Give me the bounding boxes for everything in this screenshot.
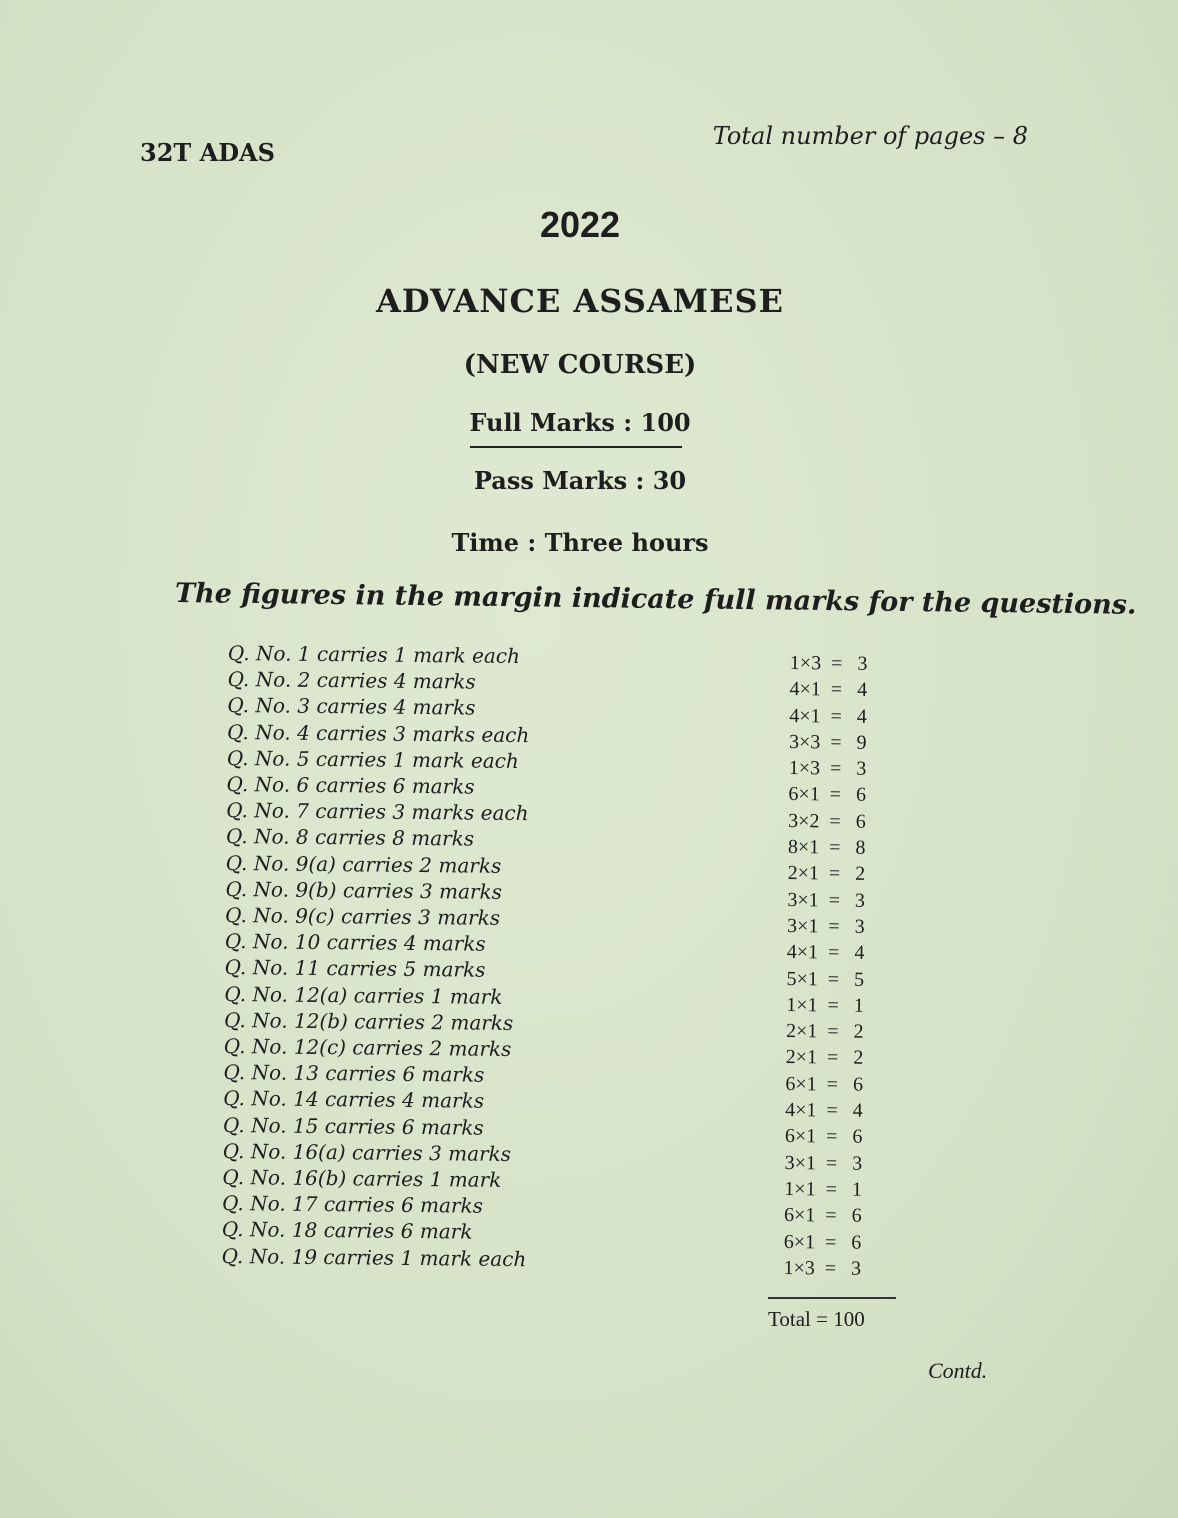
- question-row: Q. No. 17 carries 6 marks: [221, 1191, 484, 1218]
- question-row: Q. No. 1 carries 1 mark each: [227, 640, 521, 669]
- marks-row: 6×1 = 6: [784, 1125, 863, 1149]
- marks-row: 2×1 = 2: [787, 862, 866, 886]
- marks-row: 4×1 = 4: [785, 1099, 863, 1122]
- question-row: Q. No. 6 carries 6 marks: [226, 772, 475, 799]
- marks-row: 3×1 = 3: [787, 888, 866, 912]
- question-row: Q. No. 11 carries 5 marks: [224, 955, 486, 983]
- question-row: Q. No. 2 carries 4 marks: [227, 667, 476, 694]
- marks-row: 1×3 = 3: [789, 651, 868, 675]
- marks-row: 1×3 = 3: [783, 1256, 862, 1280]
- marks-row: 4×1 = 4: [786, 941, 865, 965]
- question-row: Q. No. 14 carries 4 marks: [223, 1086, 485, 1114]
- marks-row: 6×1 = 6: [783, 1230, 862, 1254]
- question-row: Q. No. 12(c) carries 2 marks: [223, 1034, 512, 1062]
- marks-row: 4×1 = 4: [789, 678, 868, 702]
- marks-row: 5×1 = 5: [786, 967, 865, 991]
- question-row: Q. No. 16(b) carries 1 mark: [222, 1165, 502, 1192]
- full-marks: Full Marks : 100: [469, 408, 691, 437]
- marks-row: 4×1 = 4: [789, 704, 867, 728]
- question-row: Q. No. 5 carries 1 mark each: [226, 745, 519, 773]
- question-row: Q. No. 9(b) carries 3 marks: [225, 876, 503, 904]
- marks-list: [783, 650, 867, 1282]
- question-row: Q. No. 15 carries 6 marks: [222, 1112, 484, 1140]
- question-row: Q. No. 7 carries 3 marks each: [226, 798, 529, 826]
- marks-row: 1×1 = 1: [786, 993, 864, 1017]
- divider: [470, 446, 682, 448]
- time-allowed: Time : Three hours: [451, 528, 709, 557]
- marks-row: 3×2 = 6: [788, 809, 866, 833]
- pass-marks: Pass Marks : 30: [473, 466, 687, 495]
- total-marks: Total = 100: [768, 1307, 865, 1331]
- question-row: Q. No. 12(b) carries 2 marks: [223, 1007, 514, 1035]
- question-row: Q. No. 16(a) carries 3 marks: [222, 1138, 512, 1166]
- marks-row: 3×3 = 9: [788, 730, 867, 754]
- continued-label: Contd.: [928, 1358, 988, 1383]
- marks-row: 3×1 = 3: [786, 914, 865, 938]
- exam-year: 2022: [539, 204, 621, 245]
- question-row: Q. No. 19 carries 1 mark each: [221, 1243, 527, 1271]
- question-list: [221, 640, 532, 1272]
- question-row: Q. No. 9(c) carries 3 marks: [224, 903, 501, 930]
- instruction: The figures in the margin indicate full marks for the questions.: [174, 578, 1137, 621]
- course-label: (NEW COURSE): [463, 350, 697, 380]
- marks-row: 1×3 = 3: [788, 757, 867, 780]
- question-row: Q. No. 12(a) carries 1 mark: [224, 981, 503, 1009]
- question-row: Q. No. 4 carries 3 marks each: [226, 719, 530, 747]
- paper-code: 32T ADAS: [140, 138, 275, 167]
- question-row: Q. No. 9(a) carries 2 marks: [225, 850, 502, 878]
- marks-row: 2×1 = 2: [785, 1020, 864, 1043]
- total-divider: [768, 1297, 896, 1299]
- marks-row: 1×1 = 1: [784, 1177, 863, 1201]
- question-row: Q. No. 10 carries 4 marks: [224, 929, 486, 956]
- marks-row: 3×1 = 3: [784, 1151, 863, 1175]
- total-pages: Total number of pages – 8: [712, 122, 1028, 150]
- question-row: Q. No. 8 carries 8 marks: [225, 824, 475, 852]
- subject-title: ADVANCE ASSAMESE: [376, 282, 784, 320]
- marks-row: 8×1 = 8: [787, 836, 866, 859]
- marks-row: 2×1 = 2: [785, 1046, 864, 1070]
- marks-row: 6×1 = 6: [785, 1072, 864, 1096]
- question-row: Q. No. 18 carries 6 mark: [221, 1217, 473, 1245]
- marks-row: 6×1 = 6: [788, 783, 867, 807]
- question-row: Q. No. 13 carries 6 marks: [223, 1060, 485, 1087]
- marks-row: 6×1 = 6: [783, 1204, 862, 1228]
- question-row: Q. No. 3 carries 4 marks: [227, 693, 476, 721]
